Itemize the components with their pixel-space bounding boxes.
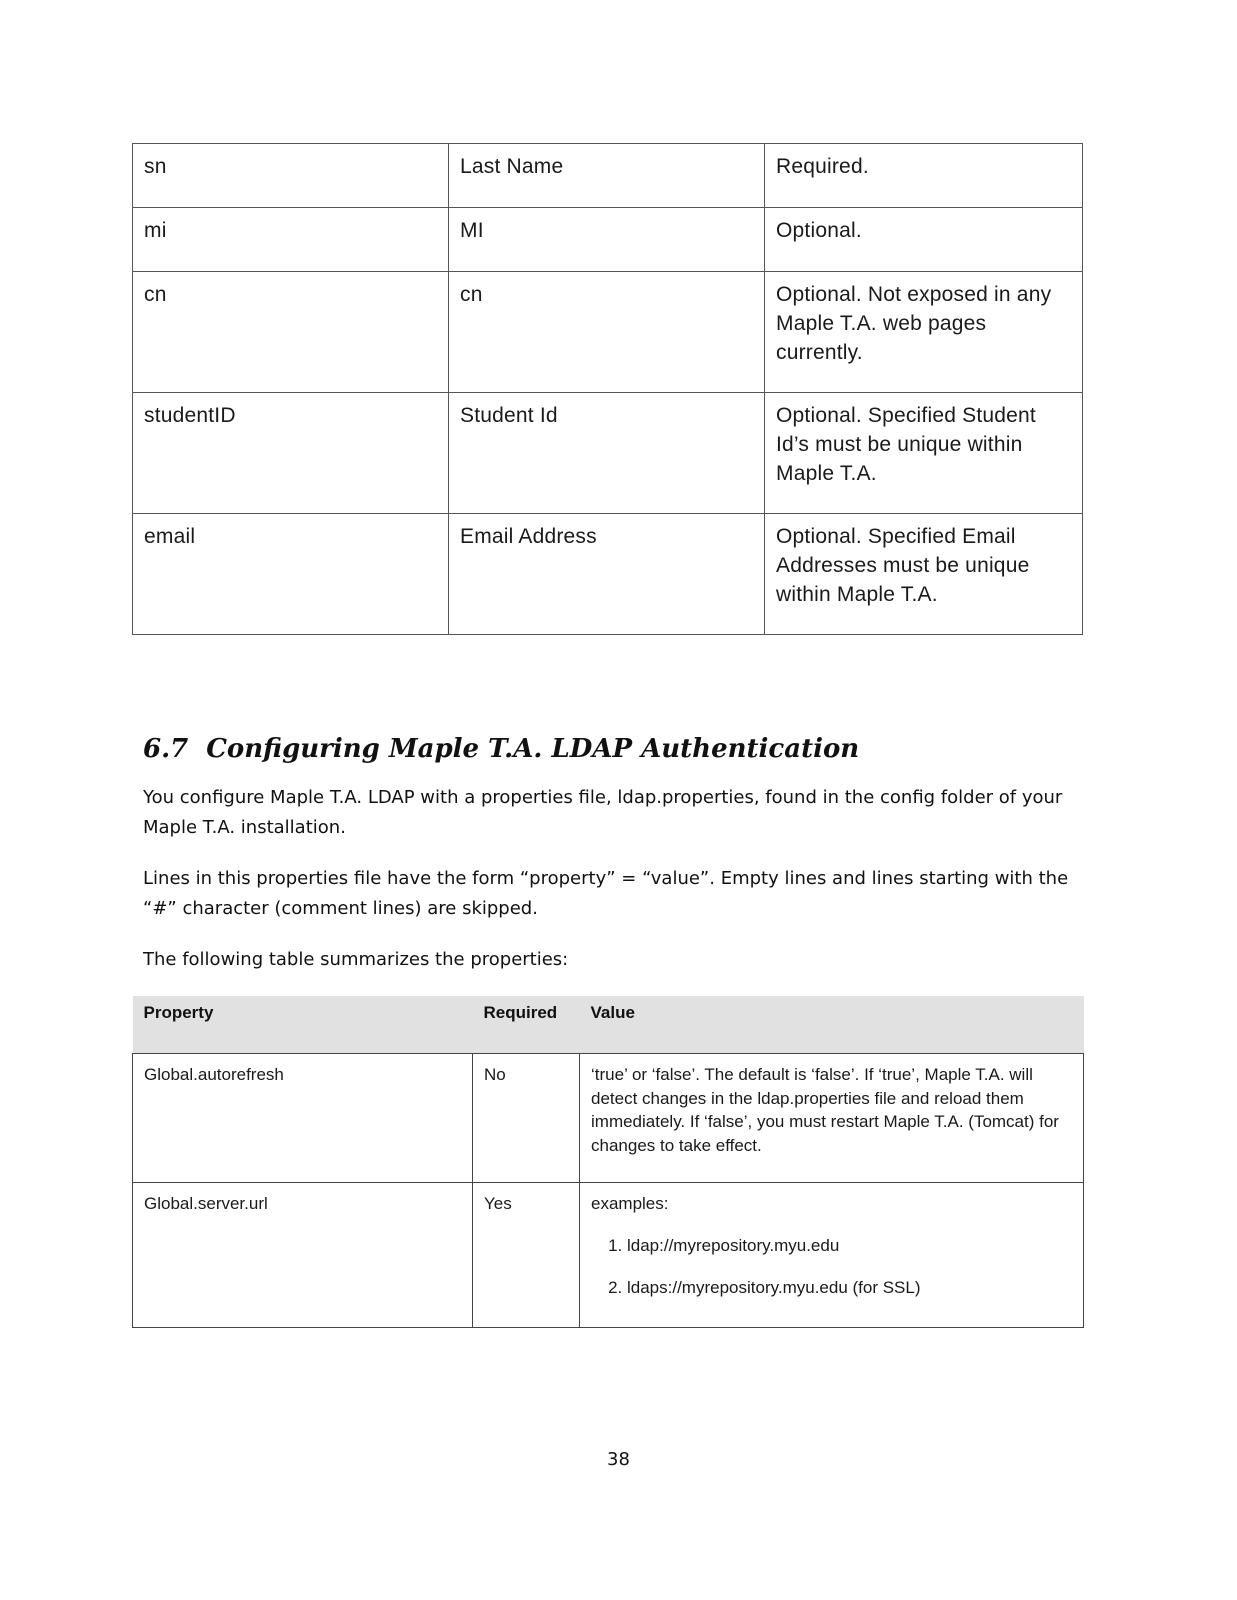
properties-table	[132, 996, 1084, 1328]
column-header-value: Value	[580, 996, 1084, 1054]
required-cell: No	[473, 1054, 580, 1183]
value-cell	[580, 1183, 1084, 1328]
attribute-cell: mi	[133, 208, 449, 272]
attribute-cell: sn	[133, 144, 449, 208]
ldap-attribute-table	[132, 143, 1083, 635]
note-cell: Optional.	[765, 208, 1083, 272]
property-cell: Global.server.url	[133, 1183, 473, 1328]
section-heading	[143, 734, 859, 764]
section-number: 6.7	[143, 734, 189, 764]
attribute-cell: studentID	[133, 393, 449, 514]
column-header-property: Property	[133, 996, 473, 1054]
intro-paragraph: You configure Maple T.A. LDAP with a properties file, ldap.properties, found in the config folder of your Maple T.A. installation.	[143, 787, 1063, 838]
section-title: Configuring Maple T.A. LDAP Authentication	[206, 734, 860, 764]
page-number: 38	[607, 1449, 630, 1470]
field-cell: MI	[449, 208, 765, 272]
required-cell: Yes	[473, 1183, 580, 1328]
table-row	[133, 272, 1083, 393]
property-cell: Global.autorefresh	[133, 1054, 473, 1183]
note-cell: Optional. Specified Student Id’s must be unique within Maple T.A.	[765, 393, 1083, 514]
table-row	[133, 1183, 1084, 1328]
table-row	[133, 393, 1083, 514]
syntax-paragraph: Lines in this properties file have the form “property” = “value”. Empty lines and lines starting with the “#” character (comment lines) are skipped.	[143, 868, 1069, 919]
table-row	[133, 144, 1083, 208]
attribute-cell: email	[133, 514, 449, 635]
note-cell: Optional. Not exposed in any Maple T.A. web pages currently.	[765, 272, 1083, 393]
note-cell: Optional. Specified Email Addresses must be unique within Maple T.A.	[765, 514, 1083, 635]
value-cell: ‘true’ or ‘false’. The default is ‘false’. If ‘true’, Maple T.A. will detect changes in the ldap.properties file and reload them immediately. If ‘false’, you must restart Maple T.A. (Tomcat) for changes to take effect.	[580, 1054, 1084, 1183]
table-row	[133, 208, 1083, 272]
list-item: 1. ldap://myrepository.myu.edu	[627, 1234, 1072, 1258]
column-header-required: Required	[473, 996, 580, 1054]
examples-label: examples:	[591, 1194, 669, 1213]
field-cell: Last Name	[449, 144, 765, 208]
field-cell: cn	[449, 272, 765, 393]
field-cell: Email Address	[449, 514, 765, 635]
table-row	[133, 514, 1083, 635]
attribute-cell: cn	[133, 272, 449, 393]
field-cell: Student Id	[449, 393, 765, 514]
table-intro-paragraph: The following table summarizes the properties:	[143, 949, 569, 970]
note-cell: Required.	[765, 144, 1083, 208]
examples-list	[591, 1234, 1072, 1300]
table-header-row	[133, 996, 1084, 1054]
list-item: 2. ldaps://myrepository.myu.edu (for SSL)	[627, 1276, 1072, 1300]
table-row	[133, 1054, 1084, 1183]
